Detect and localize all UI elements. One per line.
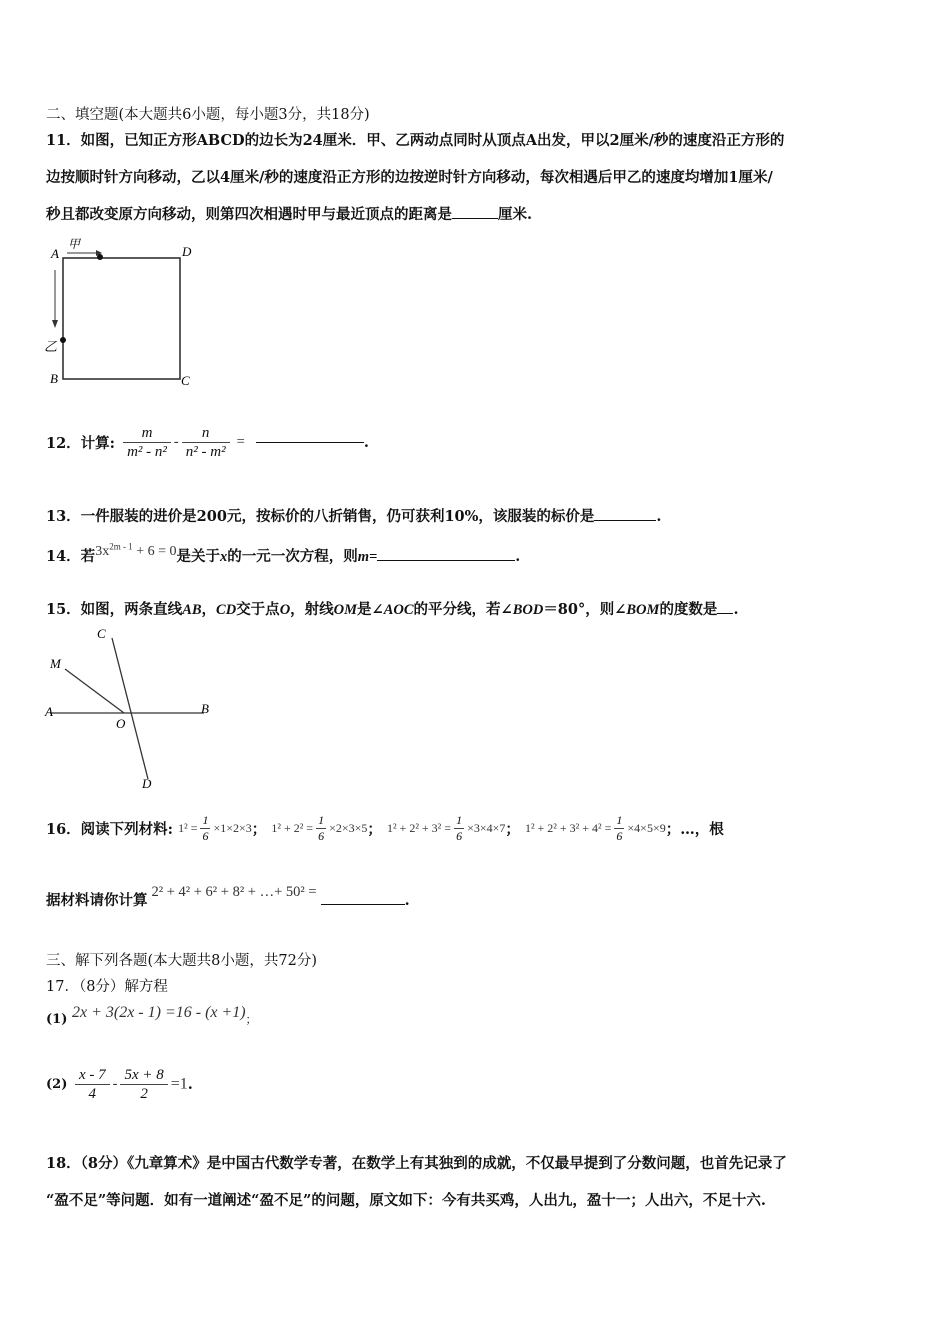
q14-end: .	[515, 548, 521, 565]
q11-label-d: D	[182, 244, 192, 259]
q16-sep-1: ；	[251, 821, 267, 838]
q15-t4: 的平分线，若∠	[413, 601, 513, 618]
q16-e3-frac	[454, 813, 464, 844]
q17-p2-end: .	[187, 1076, 193, 1093]
q15-end: .	[733, 601, 739, 618]
q14-expr-b: + 6 = 0	[132, 544, 177, 559]
q12	[46, 424, 369, 468]
q16-e3-frac-num: 1	[456, 813, 463, 827]
q14-mid2: 的一元一次方程，则	[227, 548, 358, 565]
q16-line1	[46, 813, 724, 857]
q14-expr-exponent: 2m - 1	[109, 541, 133, 552]
q16-line2-text: 据材料请你计算	[46, 892, 148, 909]
q16-e4-frac-num: 1	[616, 813, 623, 827]
q14-answer-blank[interactable]	[377, 560, 515, 561]
q15-aoc: AOC	[383, 602, 414, 618]
q11-line3-text: 秒且都改变原方向移动，则第四次相遇时甲与最近顶点的距离是	[46, 206, 452, 223]
q15-label-d: D	[142, 776, 152, 791]
q12-fraction-2	[182, 424, 230, 461]
q17-p2-fraction-1	[75, 1066, 110, 1103]
q16-e2-frac	[316, 813, 326, 844]
q14-var-m: m=	[357, 549, 378, 565]
q12-equals: =	[236, 434, 245, 450]
q17-title: 17．（8分）解方程	[46, 979, 168, 995]
q16-line2	[46, 884, 410, 910]
q14	[46, 541, 521, 566]
q16-e1-frac	[200, 813, 210, 844]
q15-ab: AB	[182, 602, 202, 618]
q15	[46, 598, 739, 619]
q16-e4-frac	[614, 813, 624, 844]
q15-cd: CD	[216, 602, 237, 618]
q16-e4-lhs: 1² + 2² + 3² + 4² =	[524, 821, 612, 835]
q16-e2-frac-den: 6	[318, 829, 325, 843]
q18-line1: 18．（8分）《九章算术》是中国古代数学专著，在数学上有其独到的成就，不仅最早提到了分数问题，也首先记录了	[46, 1155, 787, 1172]
q14-mid: 是关于	[176, 548, 220, 565]
q16-sep-3: ；	[505, 821, 520, 838]
q11-line2: 边按顺时针方向移动，乙以4厘米/秒的速度沿正方形的边按逆时针方向移动，每次相遇后甲乙的速度均增加1厘米/	[46, 169, 773, 186]
q16-sep-2: ；	[367, 821, 382, 838]
section-title-solve: 三、解下列各题(本大题共8小题，共72分)	[46, 953, 317, 969]
q16-answer-blank[interactable]	[321, 904, 405, 905]
q17-p2-fraction-2	[120, 1066, 167, 1103]
q15-pre: 15．如图，两条直线	[46, 601, 183, 618]
q17-p2-f1-den: 4	[88, 1086, 97, 1102]
q12-f2-den: n² - m²	[185, 444, 226, 460]
q16-e1-rhs: ×1×2×3	[213, 821, 252, 835]
q16-e2-rhs: ×2×3×5	[329, 821, 368, 835]
q15-label-o: O	[116, 716, 126, 731]
q15-label-c: C	[97, 626, 106, 641]
q16-e2-frac-num: 1	[318, 813, 325, 827]
q15-t3: 是∠	[357, 601, 384, 618]
q17-p2-f2-den: 2	[140, 1086, 148, 1102]
q15-t1: 交于点	[236, 601, 280, 618]
q17-part2	[46, 1066, 193, 1112]
q15-label-b: B	[201, 701, 209, 716]
q11-square-figure	[40, 232, 210, 392]
q15-label-a: A	[45, 704, 53, 719]
q12-label: 12．计算:	[46, 435, 116, 452]
q12-end: .	[363, 434, 369, 451]
q15-bom: BOM	[626, 602, 660, 618]
q15-t5: ＝80°，则∠	[543, 601, 627, 618]
q17-p1-end: ；	[245, 1013, 257, 1026]
q11-label-jia: 甲	[68, 237, 81, 251]
q13-end: .	[656, 508, 662, 525]
q17-p2-f1-num: x - 7	[75, 1066, 110, 1085]
q17-p1-expression: 2x + 3(2x - 1) =16 - (x +1)	[71, 1004, 246, 1021]
q16-e1-lhs: 1² =	[178, 821, 198, 835]
q16-tail: ；…，根	[665, 821, 724, 838]
q15-o: O	[279, 602, 291, 618]
q17-p2-label: (2)	[46, 1077, 68, 1092]
q15-t2: ，射线	[290, 601, 334, 618]
q17-p1-label: (1)	[46, 1012, 68, 1027]
q15-comma: ，	[201, 601, 217, 618]
q11-label-yi: 乙	[44, 339, 58, 354]
q16-e3-rhs: ×3×4×7	[467, 821, 506, 835]
q14-label: 14．若	[46, 548, 96, 565]
q14-expr-a: 3x	[95, 544, 110, 559]
q15-label-m: M	[50, 656, 61, 671]
q15-om: OM	[333, 602, 358, 618]
q14-var-x: x	[219, 549, 228, 565]
q16-e4-rhs: ×4×5×9	[627, 821, 666, 835]
q15-answer-blank[interactable]	[717, 613, 733, 614]
q16-e2-lhs: 1² + 2² =	[271, 821, 314, 835]
q11-label-c: C	[181, 373, 190, 388]
q15-lines-figure	[40, 624, 230, 794]
q16-e3-lhs: 1² + 2² + 3² =	[386, 821, 452, 835]
q18-line2: “盈不足”等问题．如有一道阐述“盈不足”的问题，原文如下：今有共买鸡，人出九，盈十一；人出六，不足十六.	[46, 1192, 766, 1209]
q13-text: 13．一件服装的进价是200元，按标价的八折销售，仍可获利10%，该服装的标价是	[46, 508, 595, 525]
q12-f2-num: n	[182, 424, 230, 443]
q11-line1: 11．如图，已知正方形ABCD的边长为24厘米．甲、乙两动点同时从顶点A出发，甲以2厘米/秒的速度沿正方形的	[46, 132, 785, 149]
q12-minus: -	[173, 434, 179, 450]
q11-label-a: A	[51, 246, 59, 261]
q17-p2-minus: -	[112, 1076, 118, 1092]
q15-t6: 的度数是	[659, 601, 718, 618]
q12-f1-num: m	[123, 424, 171, 443]
q17-p2-f2-num: 5x + 8	[120, 1066, 167, 1085]
q17-part1	[46, 1004, 257, 1028]
q16-sum-expression: 2² + 4² + 6² + 8² + …+ 50² =	[151, 884, 317, 900]
q16-e3-frac-den: 6	[456, 829, 463, 843]
q12-f1-den: m² - n²	[127, 444, 167, 460]
q14-equation	[95, 541, 177, 559]
q16-end: .	[404, 892, 410, 909]
q11-label-b: B	[50, 371, 58, 386]
q11-line3-end: 厘米.	[498, 206, 533, 223]
q16-label: 16．阅读下列材料:	[46, 821, 174, 838]
q11-line3	[46, 203, 532, 224]
q16-e4-frac-den: 6	[616, 829, 623, 843]
q17-p2-rhs: =1	[170, 1075, 188, 1093]
q13	[46, 505, 661, 526]
section-title-fill-in: 二、填空题(本大题共6小题，每小题3分，共18分)	[46, 107, 370, 123]
q15-bod: BOD	[512, 602, 544, 618]
q16-e1-frac-den: 6	[202, 829, 209, 843]
q16-e1-frac-num: 1	[202, 813, 209, 827]
q12-fraction-1	[123, 424, 171, 461]
q12-answer-blank[interactable]	[256, 442, 364, 443]
q11-answer-blank[interactable]	[452, 218, 498, 219]
q13-answer-blank[interactable]	[594, 520, 656, 521]
